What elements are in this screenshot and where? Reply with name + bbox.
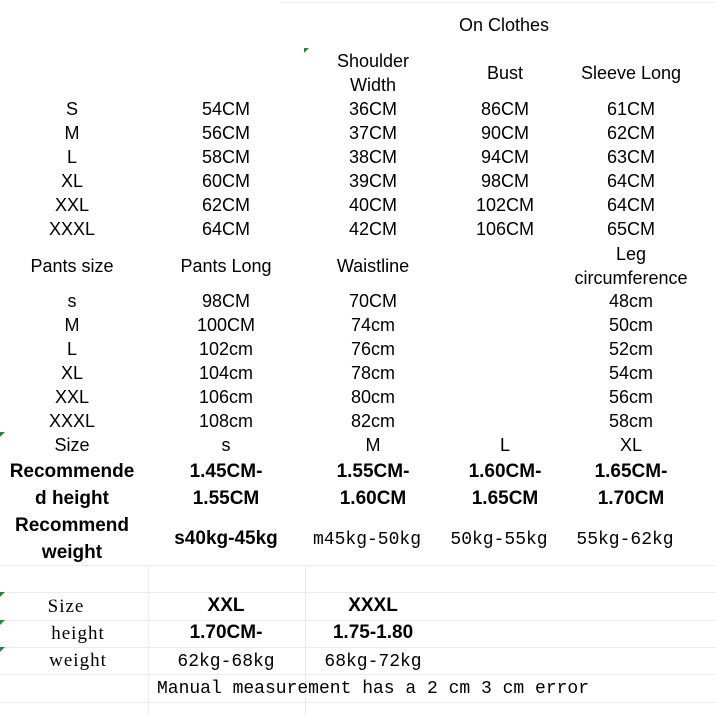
on-clothes-caption: On Clothes <box>458 15 550 35</box>
gridline-v-1 <box>148 565 149 715</box>
recommend-weight-label: weight <box>41 542 103 563</box>
header-bust: Bust <box>486 63 524 83</box>
recommend-height-cell: 1.60CM <box>339 488 407 509</box>
top-size-cell: L <box>66 147 78 167</box>
recommend-weight-cell: s40kg-45kg <box>174 528 278 549</box>
recommend-size-cell: XL <box>619 435 643 455</box>
top-shoulder-cell: 36CM <box>348 99 398 119</box>
top-size-cell: XXXL <box>48 219 96 239</box>
top-sleeve-cell: 64CM <box>606 195 656 215</box>
big-height-label: height <box>51 623 105 644</box>
top-sleeve-cell: 64CM <box>606 171 656 191</box>
top-sleeve-cell: 63CM <box>606 147 656 167</box>
pants-waist-cell: 74cm <box>350 315 396 335</box>
top-bust-cell: 98CM <box>480 171 530 191</box>
top-bust-cell: 86CM <box>480 99 530 119</box>
header-shoulder-width: Shoulder Width <box>336 51 410 95</box>
top-shoulder-cell: 39CM <box>348 171 398 191</box>
gridline-top <box>280 2 716 3</box>
top-size-cell: S <box>65 99 79 119</box>
pants-size-cell: XXL <box>54 387 90 407</box>
pants-size-cell: s <box>67 291 77 311</box>
pants-size-cell: XXXL <box>48 411 96 431</box>
recommend-height-cell: 1.65CM- <box>594 461 668 482</box>
recommend-height-cell: 1.65CM <box>471 488 539 509</box>
pants-size-cell: M <box>64 315 80 335</box>
pants-leg-cell: 58cm <box>608 411 654 431</box>
top-bust-cell: 94CM <box>480 147 530 167</box>
top-length-cell: 60CM <box>201 171 251 191</box>
top-size-cell: XL <box>60 171 84 191</box>
big-height-cell: 1.70CM- <box>189 622 263 643</box>
big-weight-cell: 62kg-68kg <box>177 652 275 672</box>
pants-long-cell: 108cm <box>198 411 254 431</box>
gridline-lower-6 <box>0 702 716 703</box>
pants-leg-cell: 48cm <box>608 291 654 311</box>
recommend-size-cell: M <box>365 435 381 455</box>
cell-marker <box>0 620 5 625</box>
top-bust-cell: 102CM <box>475 195 535 215</box>
recommend-weight-label: Recommend <box>14 515 130 536</box>
top-size-cell: M <box>64 123 80 143</box>
top-shoulder-cell: 38CM <box>348 147 398 167</box>
top-sleeve-cell: 62CM <box>606 123 656 143</box>
recommend-size-cell: s <box>221 435 231 455</box>
top-sleeve-cell: 61CM <box>606 99 656 119</box>
top-sleeve-cell: 65CM <box>606 219 656 239</box>
header-sleeve-long: Sleeve Long <box>580 63 682 83</box>
big-weight-label: weight <box>49 650 107 671</box>
big-size-cell: XXXL <box>348 595 398 616</box>
measurement-footnote: Manual measurement has a 2 cm 3 cm error <box>156 679 590 699</box>
recommend-weight-cell: m45kg-50kg <box>312 530 422 550</box>
pants-long-cell: 106cm <box>198 387 254 407</box>
recommend-height-cell: 1.45CM- <box>189 461 263 482</box>
header-leg-circumference: Leg circumference <box>574 244 688 288</box>
gridline-lower-4 <box>0 647 716 648</box>
cell-marker <box>0 432 5 437</box>
pants-size-cell: XL <box>60 363 84 383</box>
top-shoulder-cell: 37CM <box>348 123 398 143</box>
header-waistline: Waistline <box>336 256 410 276</box>
cell-marker <box>304 48 309 53</box>
pants-long-cell: 100CM <box>196 315 256 335</box>
top-shoulder-cell: 40CM <box>348 195 398 215</box>
pants-waist-cell: 78cm <box>350 363 396 383</box>
top-length-cell: 58CM <box>201 147 251 167</box>
pants-long-cell: 102cm <box>198 339 254 359</box>
recommend-height-cell: 1.55CM- <box>336 461 410 482</box>
top-bust-cell: 90CM <box>480 123 530 143</box>
pants-leg-cell: 54cm <box>608 363 654 383</box>
pants-waist-cell: 70CM <box>348 291 398 311</box>
pants-size-cell: L <box>66 339 78 359</box>
top-length-cell: 64CM <box>201 219 251 239</box>
top-length-cell: 62CM <box>201 195 251 215</box>
recommend-height-cell: 1.60CM- <box>468 461 542 482</box>
recommend-height-cell: 1.70CM <box>597 488 665 509</box>
top-length-cell: 54CM <box>201 99 251 119</box>
pants-long-cell: 98CM <box>201 291 251 311</box>
cell-marker <box>0 647 5 652</box>
pants-waist-cell: 80cm <box>350 387 396 407</box>
top-bust-cell: 106CM <box>475 219 535 239</box>
top-length-cell: 56CM <box>201 123 251 143</box>
gridline-lower-1 <box>0 565 716 566</box>
header-pants-long: Pants Long <box>180 256 272 276</box>
big-height-cell: 1.75-1.80 <box>332 622 414 643</box>
pants-waist-cell: 82cm <box>350 411 396 431</box>
recommend-weight-cell: 50kg-55kg <box>450 530 548 550</box>
recommend-height-cell: 1.55CM <box>192 488 260 509</box>
big-size-label: Size <box>47 596 85 617</box>
top-shoulder-cell: 42CM <box>348 219 398 239</box>
top-size-cell: XXL <box>54 195 90 215</box>
recommend-size-label: Size <box>54 435 90 455</box>
gridline-lower-2 <box>0 592 716 593</box>
cell-marker <box>0 592 5 597</box>
recommend-weight-cell: 55kg-62kg <box>576 530 674 550</box>
pants-leg-cell: 56cm <box>608 387 654 407</box>
pants-waist-cell: 76cm <box>350 339 396 359</box>
pants-leg-cell: 50cm <box>608 315 654 335</box>
pants-leg-cell: 52cm <box>608 339 654 359</box>
gridline-lower-5 <box>0 674 716 675</box>
recommend-size-cell: L <box>499 435 511 455</box>
recommend-height-label: Recommende <box>9 461 135 482</box>
big-weight-cell: 68kg-72kg <box>324 652 422 672</box>
big-size-cell: XXL <box>207 595 245 616</box>
header-pants-size: Pants size <box>30 256 114 276</box>
pants-long-cell: 104cm <box>198 363 254 383</box>
recommend-height-label: d height <box>35 488 109 509</box>
